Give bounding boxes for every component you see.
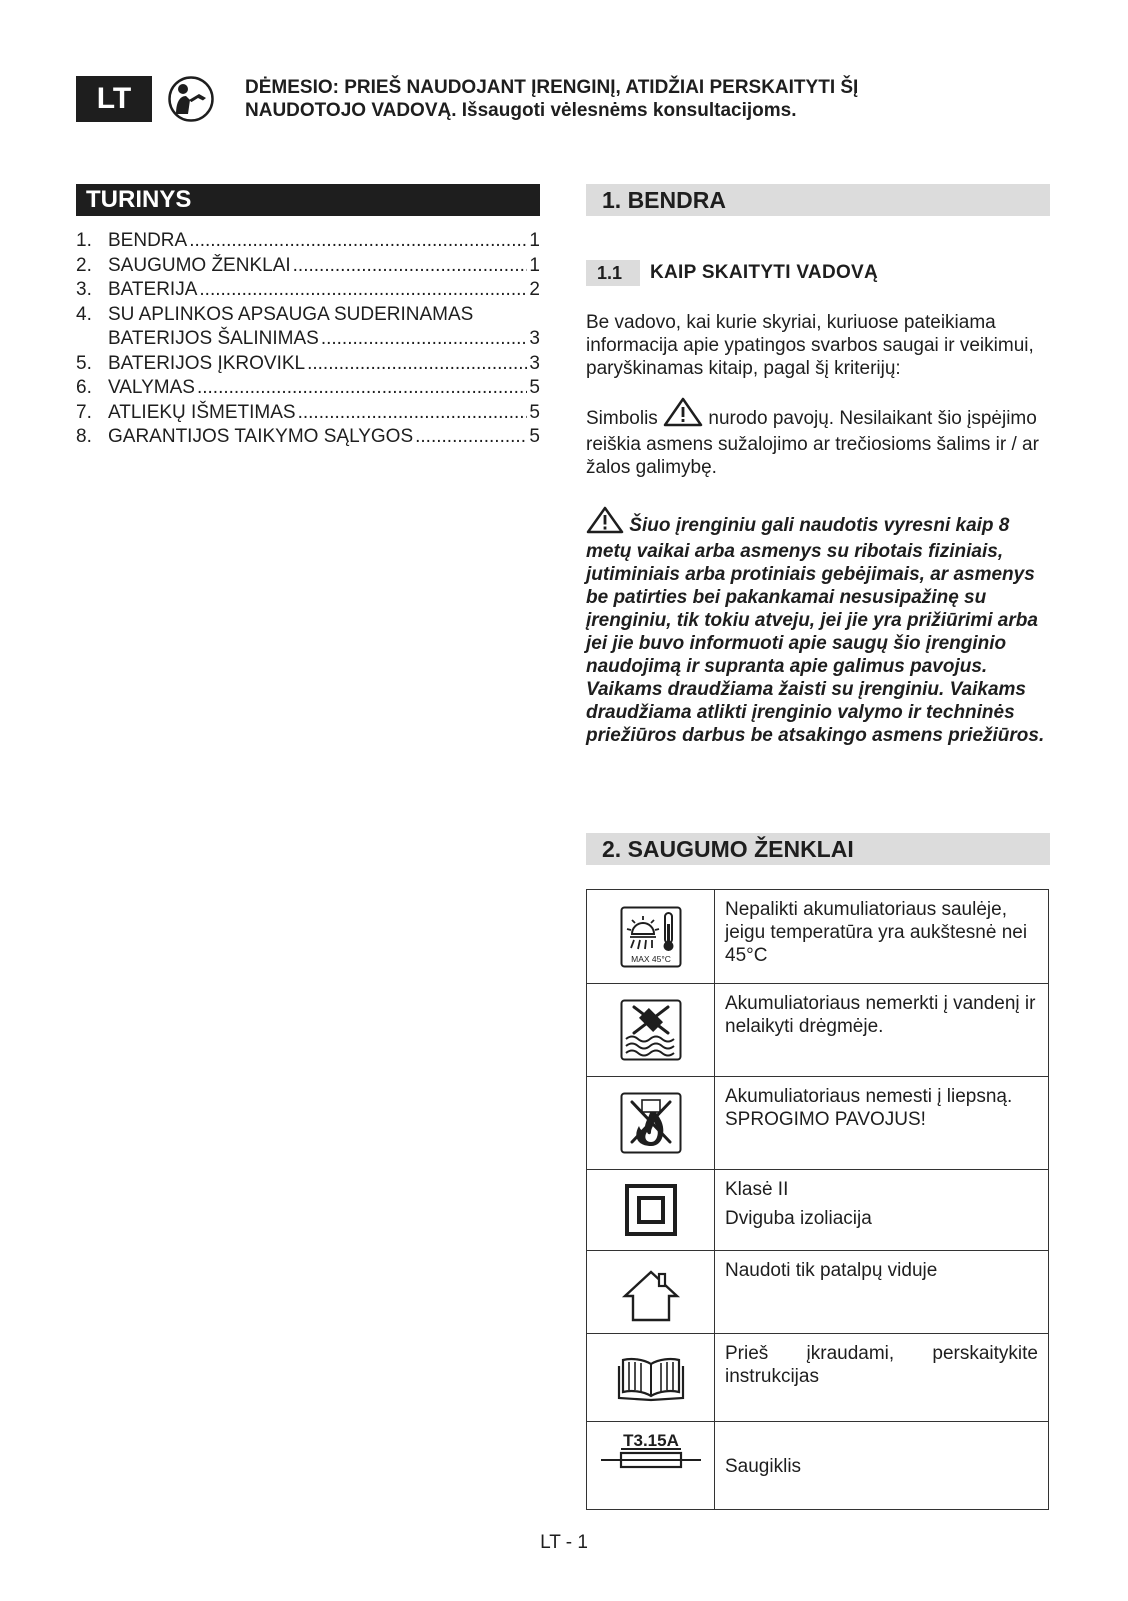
symbol-description (715, 1170, 1049, 1251)
symbol-cell (587, 890, 715, 984)
toc-item (76, 278, 540, 303)
symbol-paragraph-end: nurodo pavojų. Nesilaikant šio įspėjimo reiškia asmens sužalojimo ar trečiosioms šalims ir / ar žalos galimybę. (586, 408, 1039, 478)
symbol-cell (587, 1334, 715, 1422)
table-row (587, 1077, 1049, 1170)
toc-item-page: 5 (529, 426, 540, 447)
read-manual-icon (168, 76, 214, 122)
table-row (587, 984, 1049, 1077)
toc-item-continuation (76, 327, 540, 352)
no-fire-icon (620, 1092, 682, 1154)
toc-item (76, 229, 540, 254)
symbol-description: Naudoti tik patalpų viduje (715, 1251, 1049, 1334)
toc-leader (199, 278, 527, 303)
toc-leader (307, 352, 527, 377)
safety-symbols-table (586, 889, 1049, 1510)
symbol-description: Akumuliatoriaus nemerkti į vandenį ir nelaikyti drėgmėje. (715, 984, 1049, 1077)
double-insulation-icon (623, 1182, 679, 1238)
symbol-description: Nepalikti akumuliatoriaus saulėje, jeigu temperatūra yra aukštesnė nei 45°C (715, 890, 1049, 984)
toc-leader (293, 254, 528, 279)
toc-leader (321, 327, 528, 352)
toc-item-number: 4. (76, 303, 92, 325)
symbol-description: Prieš įkraudami, perskaitykite instrukcijas (715, 1334, 1049, 1422)
subsection-number: 1.1 (586, 260, 640, 286)
max-temp-label: MAX 45°C (630, 953, 671, 964)
toc-item-label: SAUGUMO ŽENKLAI (108, 254, 291, 276)
toc-item (76, 254, 540, 279)
toc-item-number: 3. (76, 279, 92, 300)
table-row (587, 1170, 1049, 1251)
toc-item-label: BENDRA (108, 230, 188, 251)
toc-item-page: 3 (529, 328, 540, 349)
page-number: LT - 1 (540, 1532, 588, 1553)
warning-triangle-icon (586, 506, 624, 540)
symbol-description: Saugiklis (715, 1422, 1049, 1510)
table-row (587, 1422, 1049, 1510)
toc-item (76, 376, 540, 401)
toc-list (76, 229, 540, 450)
toc-item-number: 6. (76, 377, 92, 398)
symbol-cell (587, 1170, 715, 1251)
symbol-cell (587, 1077, 715, 1170)
toc-item-page: 5 (529, 377, 540, 398)
toc-item-number: 5. (76, 352, 92, 374)
open-book-icon (615, 1354, 687, 1402)
indoor-house-icon (621, 1268, 681, 1324)
header-warning-line2: NAUDOTOJO VADOVĄ. Išsaugoti vėlesnėms konsultacijoms. (245, 100, 797, 121)
warning-text: Šiuo įrenginiu gali naudotis vyresni kaip 8 metų vaikai arba asmenys su ribotais fiziniais, jutiminiais arba protiniais gebėjimais, ar asmenys be patirties bei pakankamai nesusipažinę su įrenginiu, tik tokiu atveju, jei jie yra prižiūrimi arba jei jie buvo informuoti apie saugų šio įrenginio naudojimą ir supranta apie galimus pavojus. Vaikams draudžiama žaisti su įrenginiu. Vaikams draudžiama atlikti įrenginio valymo ir techninės priežiūros darbus be atsakingo asmens priežiūros. (586, 515, 1045, 746)
symbol-cell (587, 984, 715, 1077)
toc-item-label: BATERIJOS ŠALINIMAS (108, 328, 319, 349)
table-row (587, 890, 1049, 984)
table-row (587, 1251, 1049, 1334)
toc-leader (298, 401, 528, 426)
toc-leader (197, 376, 527, 401)
toc-item (76, 303, 540, 328)
symbol-description-line2: Dviguba izoliacija (725, 1208, 872, 1229)
symbol-cell (587, 1422, 715, 1510)
warning-triangle-icon (663, 397, 703, 433)
no-water-icon (620, 999, 682, 1061)
header-warning-line1: DĖMESIO: PRIEŠ NAUDOJANT ĮRENGINĮ, ATIDŽIAI PERSKAITYTI ŠĮ (245, 77, 859, 98)
toc-item (76, 352, 540, 377)
symbol-cell (587, 1251, 715, 1334)
fuse-icon (599, 1432, 703, 1476)
table-row (587, 1334, 1049, 1422)
fuse-rating-label: T3.15A (622, 1432, 679, 1450)
toc-item-number: 1. (76, 230, 92, 251)
toc-item-page: 1 (529, 254, 540, 276)
toc-item-page: 3 (529, 352, 540, 374)
toc-item-label: BATERIJA (108, 279, 198, 300)
subsection-title: KAIP SKAITYTI VADOVĄ (650, 262, 879, 283)
intro-paragraph: Be vadovo, kai kurie skyriai, kuriuose pateikiama informacija apie ypatingos svarbos saugai ir veikimui, paryškinamas kitaip, pagal šį kriterijų: (586, 312, 1034, 379)
subsection-1-1-heading (586, 260, 878, 286)
toc-item-label: SU APLINKOS APSAUGA SUDERINAMAS (108, 303, 474, 325)
toc-item-label: VALYMAS (108, 377, 195, 398)
symbol-description-line1: Klasė II (725, 1179, 789, 1200)
toc-item-number: 7. (76, 401, 92, 423)
toc-item-label: BATERIJOS ĮKROVIKL (108, 352, 306, 374)
toc-leader (189, 229, 527, 254)
toc-item-page: 2 (529, 279, 540, 300)
toc-item (76, 425, 540, 450)
symbol-paragraph (586, 397, 1050, 479)
sun-thermometer-icon (620, 906, 682, 968)
section-1-heading: 1. BENDRA (586, 184, 1050, 216)
section-2-heading: 2. SAUGUMO ŽENKLAI (586, 833, 1050, 865)
toc-leader (415, 425, 527, 450)
toc-item-label: GARANTIJOS TAIKYMO SĄLYGOS (108, 426, 414, 447)
toc-item-number: 2. (76, 254, 92, 276)
toc-item-label: ATLIEKŲ IŠMETIMAS (108, 401, 296, 423)
symbol-description: Akumuliatoriaus nemesti į liepsną. SPROGIMO PAVOJUS! (715, 1077, 1049, 1170)
toc-item-page: 1 (529, 230, 540, 251)
toc-heading: TURINYS (76, 184, 540, 216)
header-warning (245, 76, 1045, 122)
toc-item (76, 401, 540, 426)
toc-item-page: 5 (529, 401, 540, 423)
symbol-paragraph-start: Simbolis (586, 408, 658, 429)
toc-item-number: 8. (76, 426, 92, 447)
language-badge: LT (76, 76, 152, 122)
warning-block (586, 506, 1050, 747)
